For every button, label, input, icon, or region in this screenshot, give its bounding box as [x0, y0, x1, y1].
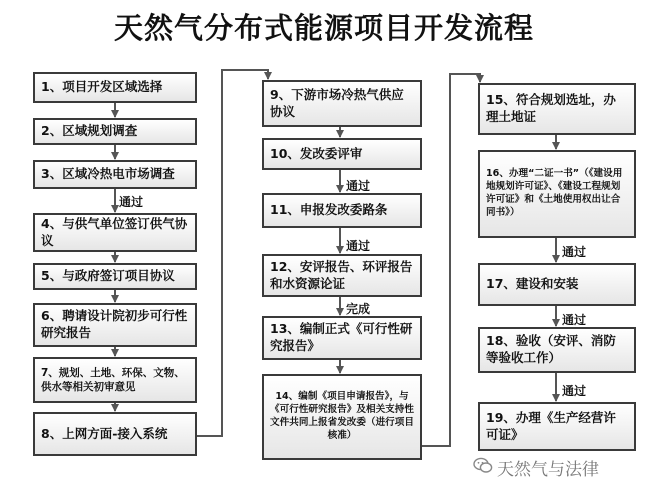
step-10-text: 10、发改委评审 [270, 145, 363, 161]
step-17-box [478, 263, 636, 306]
step-9-box [262, 80, 422, 127]
step-14-text: 14、编制《项目申请报告》，与《可行性研究报告》及相关支持性文件共同上报省发改委（进行项目核准） [270, 391, 414, 441]
wechat-icon [473, 457, 493, 479]
step-3-box [33, 160, 197, 189]
step-5-box [33, 263, 197, 290]
connector-14-15 [422, 74, 480, 446]
label-pass-10-11: 通过 [346, 179, 371, 193]
step-13-box [262, 316, 422, 360]
step-19-box [478, 402, 636, 451]
step-12-text: 12、安评报告、环评报告和水资源论证 [270, 258, 413, 291]
step-11-box [262, 193, 422, 228]
step-12-box [262, 254, 422, 297]
label-pass-18-19: 通过 [562, 384, 587, 398]
step-16-text: 16、办理“二证一书”（《建设用地规划许可证》、《建设工程规划许可证》和《土地使用权出让合同书》） [486, 168, 623, 218]
step-15-box [478, 83, 636, 135]
step-7-text: 7、规划、土地、环保、文物、供水等相关初审意见 [41, 366, 185, 393]
step-18-text: 18、验收（安评、消防等验收工作） [486, 333, 616, 365]
step-15-text: 15、符合规划选址，办理土地证 [486, 92, 616, 124]
label-pass-3-4: 通过 [119, 195, 144, 209]
step-2-box [33, 118, 197, 145]
watermark-text: 天然气与法律 [497, 460, 599, 480]
step-1-text: 1、项目开发区域选择 [41, 79, 163, 95]
step-16-box [478, 150, 636, 238]
step-9-text: 9、下游市场冷热气供应协议 [270, 86, 404, 119]
step-17-text: 17、建设和安装 [486, 276, 579, 292]
step-18-box [478, 327, 636, 373]
step-2-text: 2、区域规划调查 [41, 123, 138, 139]
step-7-box [33, 357, 197, 403]
connector-8-9 [197, 70, 268, 436]
step-8-box [33, 412, 197, 456]
step-4-text: 4、与供气单位签订供气协议 [41, 215, 188, 248]
step-8-text: 8、上网方面-接入系统 [41, 425, 168, 441]
label-done-12-13: 完成 [346, 302, 371, 316]
step-10-box [262, 138, 422, 170]
step-3-text: 3、区域冷热电市场调查 [41, 166, 175, 182]
step-6-text: 6、聘请设计院初步可行性研究报告 [41, 308, 188, 340]
step-5-text: 5、与政府签订项目协议 [41, 268, 175, 284]
page-title: 天然气分布式能源项目开发流程 [113, 11, 534, 45]
step-19-text: 19、办理《生产经营许可证》 [486, 409, 616, 442]
step-13-text: 13、编制正式《可行性研究报告》 [270, 321, 413, 353]
label-pass-11-12: 通过 [346, 239, 371, 253]
label-pass-17-18: 通过 [562, 313, 587, 327]
step-1-box [33, 72, 197, 103]
step-6-box [33, 303, 197, 347]
step-11-text: 11、申报发改委路条 [270, 202, 388, 218]
label-pass-16-17: 通过 [562, 245, 587, 259]
step-14-box [262, 374, 422, 460]
watermark [473, 455, 599, 480]
step-4-box [33, 213, 197, 252]
